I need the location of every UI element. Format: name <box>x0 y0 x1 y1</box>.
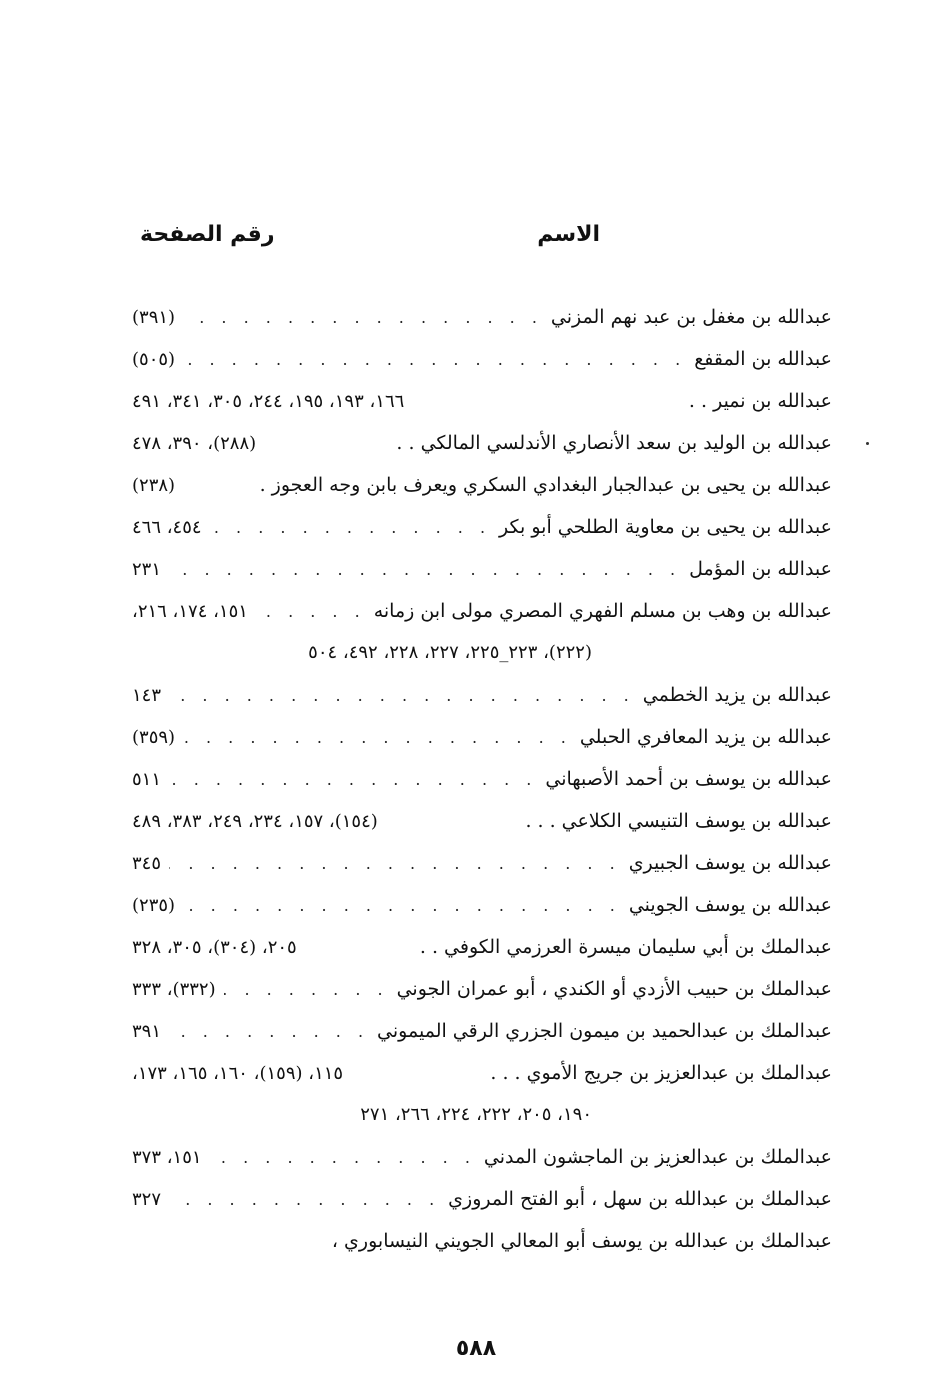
index-entry <box>132 338 832 380</box>
index-entry <box>132 1220 832 1262</box>
entry-pages: (٣٩١) <box>132 307 176 328</box>
index-entry <box>132 1136 832 1178</box>
entry-name: عبدالله بن الوليد بن سعد الأنصاري الأندلسي المالكي . . <box>396 432 832 454</box>
entry-name: عبدالله بن نمير . . <box>688 390 832 412</box>
entry-name: عبدالله بن المؤمل <box>689 558 832 580</box>
entry-pages: (٣٣٢)، ٣٣٣ <box>132 979 216 1000</box>
index-entry <box>132 590 832 632</box>
entry-pages: ١٤٣ <box>132 685 162 706</box>
entry-pages: (٢٨٨)، ٣٩٠، ٤٧٨ <box>132 433 257 454</box>
entry-pages: ١٥١، ١٧٤، ٢١٦، <box>132 601 248 622</box>
entry-pages: ١٥١، ٣٧٣ <box>132 1147 202 1168</box>
entry-pages: (٣٥٩) <box>132 727 176 748</box>
index-entry <box>132 758 832 800</box>
entry-pages: ٣٩١ <box>132 1021 162 1042</box>
entry-pages: ٢٠٥، (٣٠٤)، ٣٠٥، ٣٢٨ <box>132 937 297 958</box>
entry-pages: ١١٥، (١٥٩)، ١٦٠، ١٦٥، ١٧٣، <box>132 1063 344 1084</box>
index-entry <box>132 926 832 968</box>
leader-dots <box>183 717 572 759</box>
leader-dots <box>183 885 621 927</box>
entry-name: عبدالله بن يوسف الجبيري <box>628 852 832 874</box>
index-entry <box>132 380 832 422</box>
leader-dots <box>183 297 543 339</box>
entry-name: عبدالله بن يحيى بن معاوية الطلحي أبو بكر <box>499 516 832 538</box>
entry-pages: (٢٣٨) <box>132 475 176 496</box>
entry-continuation: (٢٢٢)، ٢٢٣_٢٢٥، ٢٢٧، ٢٢٨، ٤٩٢، ٥٠٤ <box>308 642 592 663</box>
entry-name: عبدالله بن يوسف التنيسي الكلاعي . . . <box>525 810 832 832</box>
entry-name: عبدالملك بن عبدالله بن يوسف أبو المعالي الجويني النيسابوري ، <box>331 1230 832 1252</box>
leader-dots <box>224 969 389 1011</box>
leader-dots <box>169 1179 440 1221</box>
leader-dots <box>183 339 686 381</box>
entry-name: عبدالله بن يزيد المعافري الحبلي <box>579 726 832 748</box>
index-entry <box>132 674 832 716</box>
entry-name: عبدالملك بن عبدالعزيز بن الماجشون المدني <box>483 1146 832 1168</box>
entry-name: عبدالملك بن أبي سليمان ميسرة العرزمي الكوفي . . <box>419 936 832 958</box>
index-header <box>140 222 840 262</box>
index-entry <box>132 506 832 548</box>
entry-pages: ٣٤٥ <box>132 853 162 874</box>
entry-name: عبدالله بن يوسف الجويني <box>628 894 832 916</box>
leader-dots <box>169 759 537 801</box>
page-number-column-heading: رقم الصفحة <box>140 222 275 247</box>
leader-dots <box>169 549 681 591</box>
index-entries <box>132 296 832 1262</box>
entry-pages: (٢٣٥) <box>132 895 176 916</box>
index-entry <box>132 422 832 464</box>
entry-continuation: ١٩٠، ٢٠٥، ٢٢٢، ٢٢٤، ٢٦٦، ٢٧١ <box>360 1104 592 1125</box>
entry-name: عبدالملك بن عبدالله بن سهل ، أبو الفتح المروزي <box>448 1188 832 1210</box>
entry-name: عبدالملك بن حبيب الأزدي أو الكندي ، أبو عمران الجوني <box>396 978 832 1000</box>
index-entry <box>132 1052 832 1094</box>
entry-pages: ٥١١ <box>132 769 162 790</box>
index-entry <box>132 968 832 1010</box>
index-entry <box>132 1010 832 1052</box>
index-entry <box>132 884 832 926</box>
entry-pages: (٥٠٥) <box>132 349 176 370</box>
entry-pages: ٤٥٤، ٤٦٦ <box>132 517 202 538</box>
index-entry <box>132 716 832 758</box>
entry-name: عبدالملك بن عبدالعزيز بن جريج الأموي . . . <box>490 1062 832 1084</box>
index-entry <box>132 296 832 338</box>
leader-dots <box>210 507 491 549</box>
entry-pages: ٢٣١ <box>132 559 162 580</box>
entry-name: عبدالله بن مغفل بن عبد نهم المزني <box>550 306 832 328</box>
entry-name: عبدالله بن يزيد الخطمي <box>642 684 832 706</box>
leader-dots <box>210 1137 476 1179</box>
name-column-heading: الاسم <box>537 222 600 247</box>
index-entry <box>132 548 832 590</box>
entry-name: عبدالله بن يحيى بن عبدالجبار البغدادي السكري ويعرف بابن وجه العجوز . <box>259 474 832 496</box>
entry-pages: (١٥٤)، ١٥٧، ٢٣٤، ٢٤٩، ٣٨٣، ٤٨٩ <box>132 811 378 832</box>
entry-pages: ١٦٦، ١٩٣، ١٩٥، ٢٤٤، ٣٠٥، ٣٤١، ٤٩١ <box>132 391 405 412</box>
leader-dots <box>169 1011 369 1053</box>
index-entry <box>132 800 832 842</box>
page-number: ٥٨٨ <box>455 1336 497 1361</box>
leader-dots <box>169 675 635 717</box>
leader-dots <box>256 591 366 633</box>
index-entry <box>132 1178 832 1220</box>
entry-name: عبدالله بن وهب بن مسلم الفهري المصري مولى ابن زمانه <box>373 600 832 622</box>
entry-name: عبدالملك بن عبدالحميد بن ميمون الجزري الرقي الميموني <box>377 1020 832 1042</box>
index-entry <box>132 464 832 506</box>
entry-pages: ٣٢٧ <box>132 1189 162 1210</box>
margin-mark <box>866 442 869 445</box>
entry-name: عبدالله بن يوسف بن أحمد الأصبهاني <box>545 768 832 790</box>
entry-name: عبدالله بن المقفع <box>694 348 832 370</box>
index-entry <box>132 842 832 884</box>
leader-dots <box>169 843 621 885</box>
